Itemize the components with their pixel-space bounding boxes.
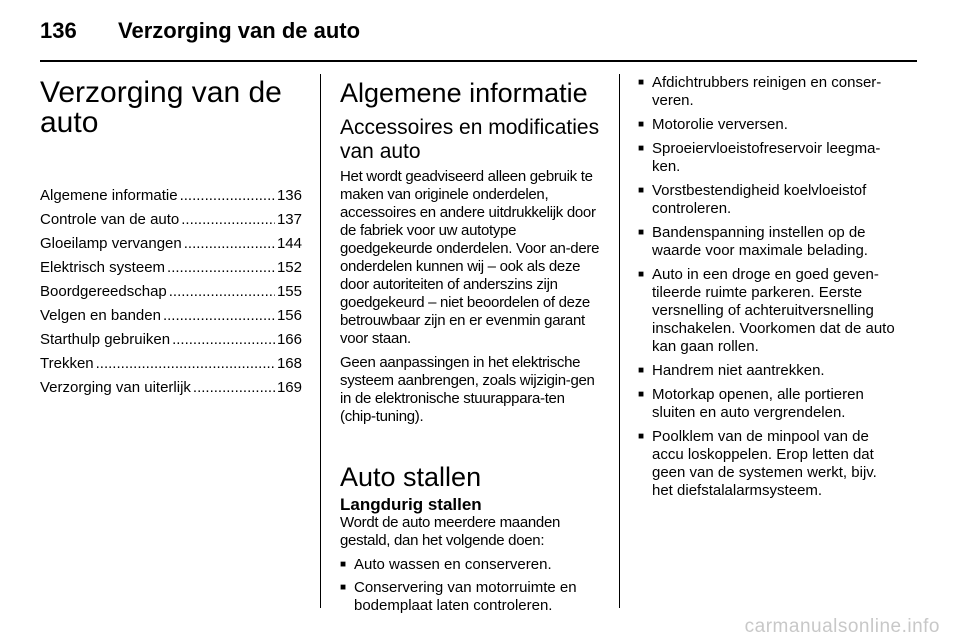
toc-entry-page: 155 xyxy=(276,283,302,300)
storage-title: Auto stallen xyxy=(340,462,482,492)
chapter-title: Verzorging van de auto xyxy=(40,76,282,139)
toc-leader xyxy=(167,256,275,280)
storage-list xyxy=(340,556,602,615)
list-item: ■ Auto wassen en conserveren. xyxy=(340,556,602,574)
watermark: carmanualsonline.info xyxy=(744,616,940,637)
list-item: ■ Bandenspanning instellen op de waarde voor maximale belading. xyxy=(638,224,900,260)
toc-entry[interactable] xyxy=(40,376,302,400)
toc-entry-title: Trekken xyxy=(40,355,94,372)
toc-entry-title: Verzorging van uiterlijk xyxy=(40,379,191,396)
toc-entry-title: Gloeilamp vervangen xyxy=(40,235,182,252)
list-item: ■ Poolklem van de minpool van de accu loskoppelen. Erop letten dat geen van de systemen werkt, bijv. het diefstalalarmsysteem. xyxy=(638,428,900,500)
toc-entry-page: 136 xyxy=(276,187,302,204)
column-divider-2 xyxy=(619,74,620,608)
toc-entry-title: Elektrisch systeem xyxy=(40,259,166,276)
column-divider-1 xyxy=(320,74,321,608)
toc-leader xyxy=(181,208,275,232)
storage-list-continued xyxy=(638,74,900,500)
page-number: 136 xyxy=(40,18,77,43)
body-paragraph: Geen aanpassingen in het elektrische systeem aanbrengen, zoals wijzigin-gen in de elektronische stuurappara-ten (chip-tuning). xyxy=(340,354,595,425)
body-paragraph: Het wordt geadviseerd alleen gebruik te maken van originele onderdelen, accessoires en andere uitdrukkelijk door de fabriek voor uw autotype goedgekeurde onderdelen. Voor an-dere onderdelen kunnen wij – ook als deze door autoriteiten of anderszins zijn goedgekeurd – niet beoordelen of deze betrouwbaar zijn en er evenmin garant voor staan. xyxy=(340,168,600,347)
toc-entry[interactable] xyxy=(40,208,302,232)
toc-entry[interactable] xyxy=(40,328,302,352)
toc-entry-page: 152 xyxy=(276,259,302,276)
toc-leader xyxy=(172,328,275,352)
toc-entry-title: Boordgereedschap xyxy=(40,283,167,300)
toc-entry[interactable] xyxy=(40,256,302,280)
toc-entry-title: Velgen en banden xyxy=(40,307,161,324)
toc-entry-page: 144 xyxy=(276,235,302,252)
list-item: ■ Sproeiervloeistofreservoir leegma-ken. xyxy=(638,140,900,176)
list-item: ■ Afdichtrubbers reinigen en conser-veren. xyxy=(638,74,900,110)
list-item: ■ Handrem niet aantrekken. xyxy=(638,362,900,380)
toc-entry-title: Controle van de auto xyxy=(40,211,180,228)
toc-leader xyxy=(169,280,275,304)
running-title: Verzorging van de auto xyxy=(118,18,361,43)
list-item: ■ Conservering van motorruimte en bodemplaat laten controleren. xyxy=(340,579,602,615)
column-right xyxy=(638,74,900,506)
column-main xyxy=(340,74,602,620)
toc-entry-page: 168 xyxy=(276,355,302,372)
list-item: ■ Vorstbestendigheid koelvloeistof controleren. xyxy=(638,182,900,218)
list-item: ■ Motorolie verversen. xyxy=(638,116,900,134)
list-item: ■ Motorkap openen, alle portieren sluiten en auto vergrendelen. xyxy=(638,386,900,422)
list-item: ■ Auto in een droge en goed geven-tileerde ruimte parkeren. Eerste versnelling of achteruitversnelling inschakelen. Voorkomen dat de auto kan gaan rollen. xyxy=(638,266,900,356)
toc-entry[interactable] xyxy=(40,352,302,376)
toc-entry-page: 166 xyxy=(276,331,302,348)
toc-entry-title: Starthulp gebruiken xyxy=(40,331,171,348)
toc-entry-title: Algemene informatie xyxy=(40,187,178,204)
header-rule xyxy=(40,60,917,62)
column-toc xyxy=(40,74,302,400)
spacer xyxy=(340,432,602,458)
storage-intro: Wordt de auto meerdere maanden gestald, dan het volgende doen: xyxy=(340,514,561,549)
toc-entry[interactable] xyxy=(40,232,302,256)
toc-leader xyxy=(193,376,275,400)
toc-leader xyxy=(180,184,275,208)
toc-entry-page: 137 xyxy=(276,211,302,228)
table-of-contents xyxy=(40,184,302,400)
section-title: Algemene informatie xyxy=(340,78,588,108)
toc-entry-page: 169 xyxy=(276,379,302,396)
toc-entry[interactable] xyxy=(40,280,302,304)
toc-leader xyxy=(184,232,275,256)
toc-entry[interactable] xyxy=(40,184,302,208)
toc-leader xyxy=(96,352,275,376)
toc-entry[interactable] xyxy=(40,304,302,328)
toc-entry-page: 156 xyxy=(276,307,302,324)
storage-subtitle: Langdurig stallen xyxy=(340,495,482,514)
toc-leader xyxy=(163,304,275,328)
subsection-title: Accessoires en modificaties van auto xyxy=(340,116,600,163)
